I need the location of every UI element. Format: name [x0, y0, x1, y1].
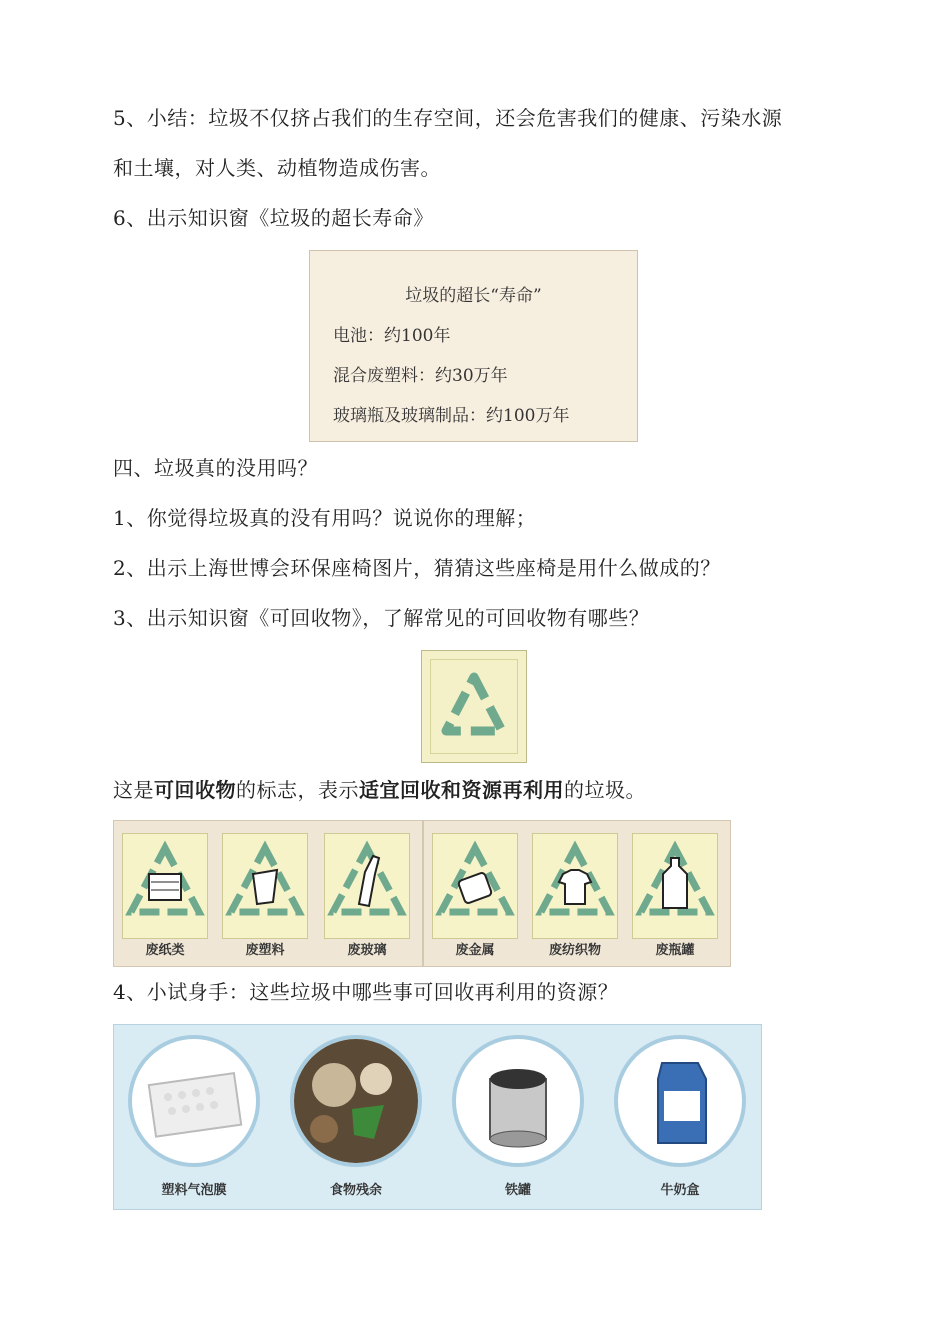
category-label-plastic: 废塑料	[245, 943, 285, 958]
try-it-question: 4、小试身手：这些垃圾中哪些事可回收再利用的资源？	[113, 980, 619, 1004]
bottle-category-icon	[632, 833, 718, 939]
item-label-bubble-wrap: 塑料气泡膜	[161, 1183, 227, 1198]
question-line-1: 1、你觉得垃圾真的没有用吗？说说你的理解；	[113, 506, 537, 530]
try-it-panel	[113, 1024, 762, 1210]
lifespan-row-plastic: 混合废塑料：约30万年	[333, 366, 508, 386]
summary-line-2: 和土壤，对人类、动植物造成伤害。	[113, 156, 441, 180]
paper-category-icon	[122, 833, 208, 939]
lifespan-row-glass: 玻璃瓶及玻璃制品：约100万年	[333, 406, 570, 426]
knowledge-window-lifespan: 6、出示知识窗《垃圾的超长寿命》	[113, 206, 434, 230]
lifespan-box	[309, 250, 638, 442]
section-four-heading: 四、垃圾真的没用吗？	[113, 456, 318, 480]
question-line-3: 3、出示知识窗《可回收物》，了解常见的可回收物有哪些？	[113, 606, 650, 630]
textile-category-icon	[532, 833, 618, 939]
item-label-food-waste: 食物残余	[329, 1183, 382, 1198]
category-strip-right	[423, 820, 731, 967]
tin-can-icon	[452, 1035, 584, 1167]
category-label-paper: 废纸类	[145, 943, 185, 958]
recyclable-sentence: 这是可回收物的标志，表示适宜回收和资源再利用的垃圾。	[113, 778, 646, 802]
category-label-metal: 废金属	[455, 943, 495, 958]
recycle-symbol-icon	[421, 650, 527, 763]
plastic-category-icon	[222, 833, 308, 939]
glass-category-icon	[324, 833, 410, 939]
item-label-tin-can: 铁罐	[504, 1183, 531, 1198]
milk-carton-icon	[614, 1035, 746, 1167]
category-label-glass: 废玻璃	[347, 943, 387, 958]
category-label-bottle: 废瓶罐	[655, 943, 695, 958]
lifespan-title: 垃圾的超长“寿命”	[405, 286, 542, 306]
question-line-2: 2、出示上海世博会环保座椅图片，猜猜这些座椅是用什么做成的？	[113, 556, 721, 580]
food-waste-icon	[290, 1035, 422, 1167]
lifespan-row-battery: 电池：约100年	[333, 326, 451, 346]
item-label-milk-carton: 牛奶盒	[660, 1183, 700, 1198]
category-strip-left	[113, 820, 423, 967]
metal-category-icon	[432, 833, 518, 939]
summary-line-1: 5、小结：垃圾不仅挤占我们的生存空间，还会危害我们的健康、污染水源	[113, 106, 783, 130]
category-label-textile: 废纺织物	[548, 943, 601, 958]
bubble-wrap-icon	[128, 1035, 260, 1167]
